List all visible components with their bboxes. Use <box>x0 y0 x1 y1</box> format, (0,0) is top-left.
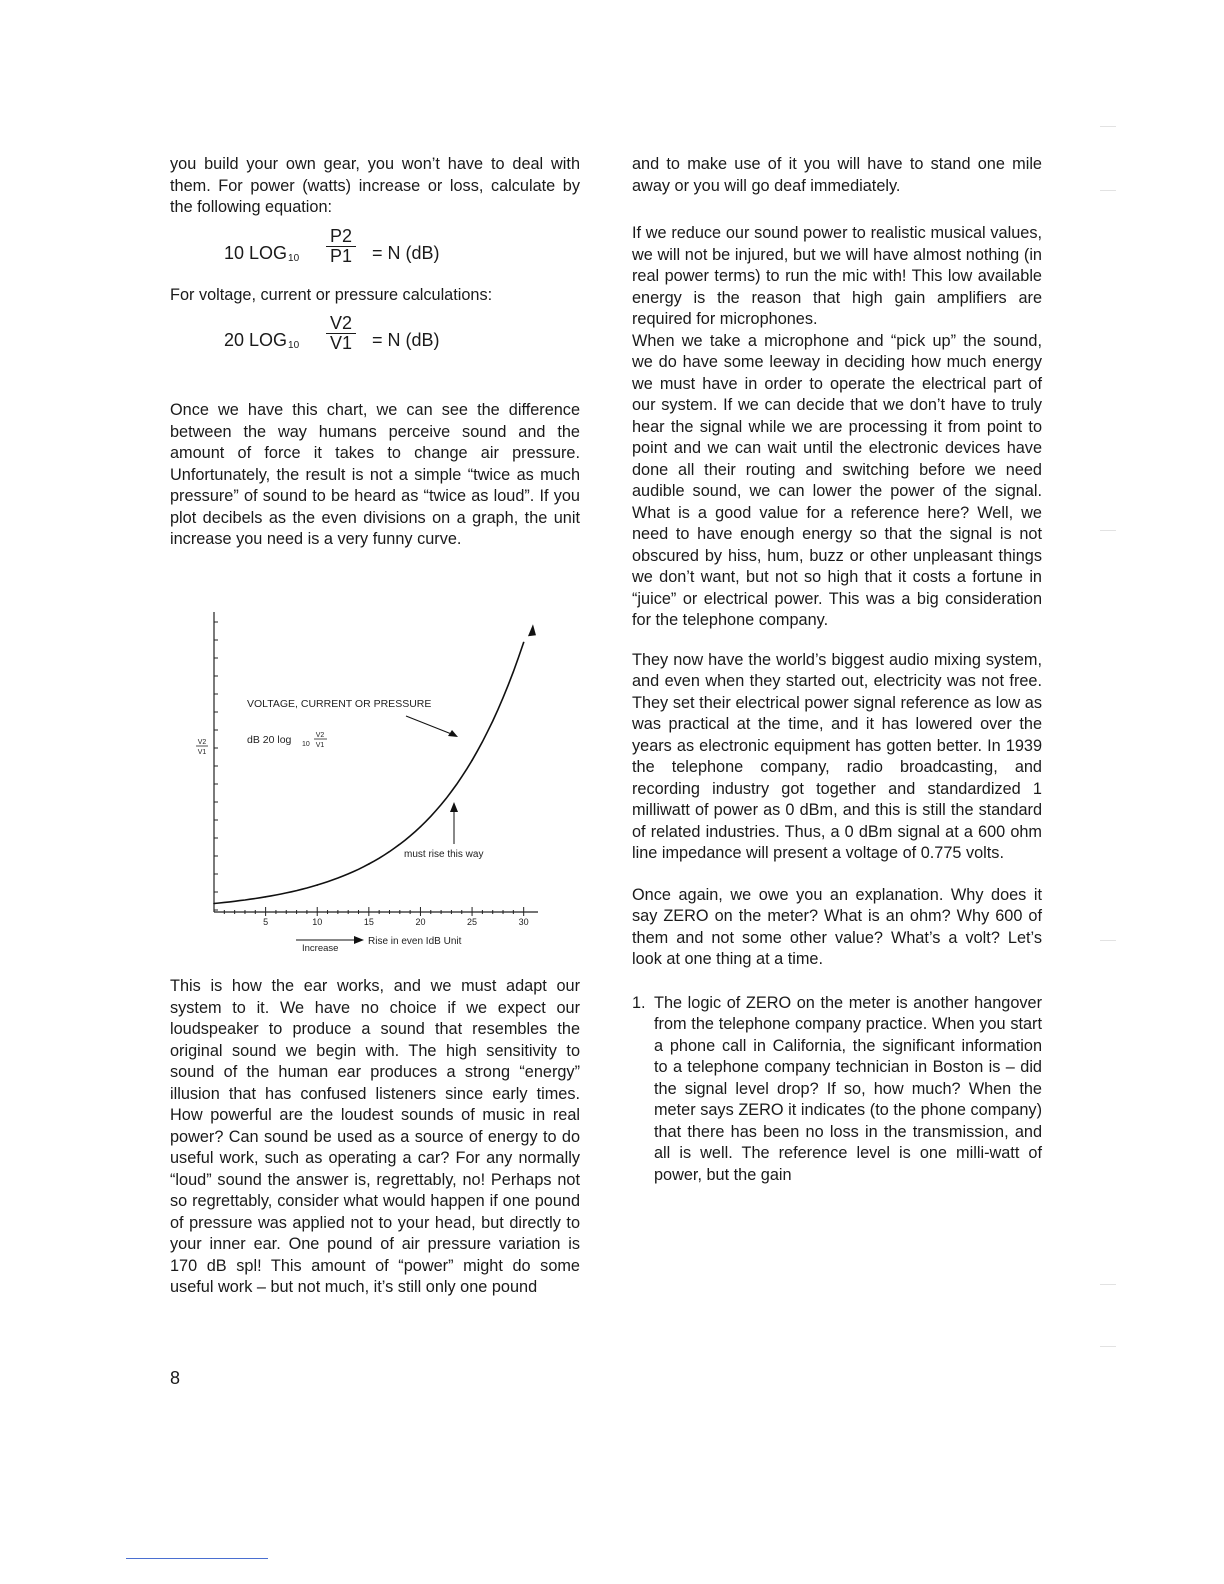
pickup-paragraph: When we take a microphone and “pick up” the sound, we do have some leeway in deciding how much energy we must have in order to operate the electrical part of our system. If we can decide that we don’t have to truly hear the signal while we are processing it from point to point and we can wait until the electronic devices have done all their routing and switching before we need audible sound, we can lower the power of the signal. What is a good value for a reference here? Well, we need to have enough energy so that the signal is not obscured by hiss, hum, buzz or other unpleasant things we don’t want, but not so high that it costs a fortune in “juice” or electrical power. This was a big consideration for the telephone company. <box>632 331 1042 629</box>
explanation-paragraph: Once again, we owe you an explanation. Why does it say ZERO on the meter? What is an ohm? Why 600 of them and not some other value? What’s a volt? Let’s look at one thing at a time. <box>632 885 1042 968</box>
margin-mark <box>1100 530 1116 531</box>
voltage-equation <box>170 314 580 372</box>
power-equation <box>170 227 580 285</box>
power-eq-log: 10 LOG <box>224 242 288 263</box>
power-eq-result: = N (dB) <box>372 242 440 263</box>
footer-rule <box>126 1558 268 1559</box>
voltage-eq-base: 10 <box>288 340 300 351</box>
x-tick-label: 5 <box>263 917 269 927</box>
list-item-1 <box>632 993 1042 1187</box>
list-item-number: 1. <box>632 993 646 1012</box>
data-point <box>420 826 422 828</box>
x-tick-label: 15 <box>363 917 374 927</box>
rise-arrowhead <box>450 802 458 812</box>
voltage-eq-log: 20 LOG <box>224 330 288 350</box>
curve-label: VOLTAGE, CURRENT OR PRESSURE <box>247 698 432 710</box>
formula-base: 10 <box>302 741 310 748</box>
margin-mark <box>1100 126 1116 127</box>
left-column-lower <box>170 976 580 1319</box>
list-item-text: The logic of ZERO on the meter is another hangover from the telephone company practice. When you start a phone call in California, the significant information to a telephone company technician in Boston is – did the signal level drop? If so, how much? When the meter says ZERO it indicates (to the phone company) that there has been no loss in the transmission, and all is well. The reference level is one milli-watt of power, but the gain <box>654 993 1042 1184</box>
x-tick-label: 25 <box>467 917 478 927</box>
data-point <box>213 903 215 905</box>
chart-svg <box>190 606 550 966</box>
formula-prefix: dB 20 log <box>247 734 292 746</box>
y-label-denominator: V1 <box>197 749 207 756</box>
margin-mark <box>1100 190 1116 191</box>
annotation: must rise this way <box>404 849 484 860</box>
x-tick-label: 20 <box>415 917 426 927</box>
formula-numerator: V2 <box>315 732 325 739</box>
telephone-paragraph: They now have the world’s biggest audio mixing system, and even when they started out, electricity was not free. They set their electrical power signal reference as low as was practical at the time, and it has lowered over the years as electronic equipment has gotten better. In 1939 the telephone company, radio broadcasting, and recording industry got together and standardized 1 milliwatt of power as 0 dBm, and this is still the standard of related industries. Thus, a 0 dBm signal at a 600 ohm line impedance will present a voltage of 0.775 volts. <box>632 650 1042 862</box>
x-tick-label: 30 <box>518 917 529 927</box>
chart-intro-paragraph: Once we have this chart, we can see the difference between the way humans perceive sound and the amount of force it takes to change air pressure. Unfortunately, the result is not a simple “twice as much pressure” of sound to be heard as “twice as loud”. If you plot decibels as the even divisions on a graph, the unit increase you need is a very funny curve. <box>170 401 580 548</box>
formula-denominator: V1 <box>315 742 325 749</box>
page-number: 8 <box>170 1368 181 1388</box>
margin-mark <box>1100 1284 1116 1285</box>
curve-arrowhead <box>528 624 536 636</box>
power-eq-denominator: P1 <box>329 245 353 266</box>
data-point <box>265 896 267 898</box>
data-point <box>316 884 318 886</box>
power-eq-numerator: P2 <box>326 227 356 247</box>
voltage-label: For voltage, current or pressure calculations: <box>170 285 493 304</box>
x-label-arrowhead <box>354 936 364 944</box>
x-label-rise: Rise in even IdB Unit <box>368 936 462 947</box>
margin-mark <box>1100 1346 1116 1347</box>
voltage-eq-denominator: V1 <box>329 333 353 353</box>
y-label-numerator: V2 <box>197 739 207 746</box>
mile-paragraph: and to make use of it you will have to stand one mile away or you will go deaf immediately. <box>632 155 1042 195</box>
ear-paragraph: This is how the ear works, and we must adapt our system to it. We have no choice if we expect our loudspeaker to produce a sound that resembles the original sound we begin with. The high sensitivity to sound of the human ear produces a strong “energy” illusion that has confused listeners since early times. How powerful are the loudest sounds of music in real power? Can sound be used as a source of energy to do useful work, such as operating a car? For any normally “loud” sound the answer is, regrettably, no! Perhaps not so regrettably, consider what would happen if one pound of pressure was applied not to your head, but directly to your inner ear. One pound of air pressure variation is 170 dB spl! This amount of “power” might do some useful work – but not much, it’s still only one pound <box>170 977 580 1296</box>
right-column <box>632 154 1042 1186</box>
voltage-eq-result: = N (dB) <box>372 330 440 350</box>
voltage-curve-chart <box>190 606 550 966</box>
left-column <box>170 154 580 571</box>
x-tick-label: 10 <box>312 917 323 927</box>
intro-paragraph: you build your own gear, you won’t have to deal with them. For power (watts) increase or loss, calculate by the following equation: <box>170 155 580 216</box>
curve-label-arrow <box>406 716 454 735</box>
margin-mark <box>1100 940 1116 941</box>
data-point <box>471 759 473 761</box>
reduce-paragraph: If we reduce our sound power to realistic musical values, we will not be injured, but we will have almost nothing (in real power terms) to run the mic with! This low available energy is the reason that high gain amplifiers are required for microphones. <box>632 224 1042 328</box>
voltage-eq-numerator: V2 <box>326 314 356 334</box>
x-label-increase: Increase <box>302 943 339 954</box>
data-point <box>523 642 525 644</box>
data-point <box>368 863 370 865</box>
power-eq-base: 10 <box>288 252 300 264</box>
